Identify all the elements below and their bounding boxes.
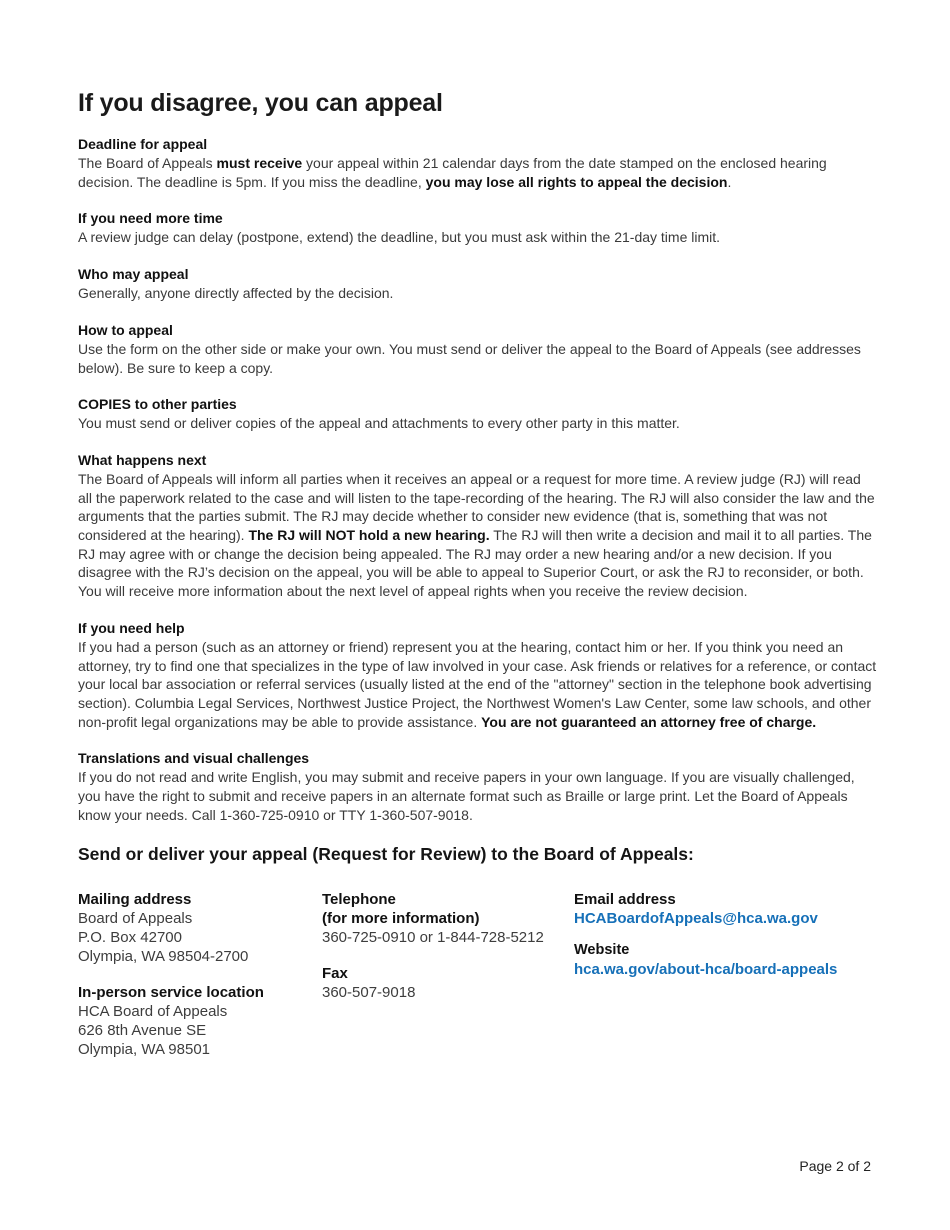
- section-heading: If you need help: [78, 619, 185, 636]
- website-link[interactable]: hca.wa.gov/about-hca/board-appeals: [574, 961, 838, 979]
- section-body: If you do not read and write English, you may submit and receive papers in your own language. If you are visually challenged, you have the right to submit and receive papers in an alternate format such as Braille or large print. Let the Board of Appeals know your needs. Call 1-360-725-0910 or TTY 1-360-507-9018.: [78, 769, 855, 823]
- email-heading: Email address: [574, 891, 676, 909]
- emphasis-text: you may lose all rights to appeal the decision: [425, 173, 728, 190]
- mailing-address-line: Board of Appeals: [78, 910, 193, 928]
- section-heading: COPIES to other parties: [78, 396, 237, 413]
- emphasis-text: The RJ will NOT hold a new hearing.: [248, 527, 490, 544]
- in-person-line: 626 8th Avenue SE: [78, 1022, 207, 1040]
- section-translations: [78, 749, 878, 824]
- section-body: The Board of Appeals will inform all parties when it receives an appeal or a request for more time. A review judge (RJ) will read all the paperwork related to the case and will listen to the tape-recording of the hearing. The RJ will also consider the law and the arguments that the parties submit. The RJ may decide whether to consider new evidence (that is, something that was not considered at the hearing). The RJ will NOT hold a new hearing. The RJ will then write a decision and mail it to all parties. The RJ may agree with or change the decision being appealed. The RJ may order a new hearing and/or a new decision. If you disagree with the RJ’s decision on the appeal, you will be able to appeal to Superior Court, or ask the RJ to reconsider, or both. You will receive more information about the next level of appeal rights when you receive the review decision.: [78, 470, 875, 600]
- address-column: [78, 890, 318, 1059]
- telephone-subheading: (for more information): [322, 910, 480, 928]
- page-title: If you disagree, you can appeal: [78, 89, 443, 117]
- section-heading: Deadline for appeal: [78, 136, 208, 152]
- section-body: The Board of Appeals must receive your appeal within 21 calendar days from the date stamped on the enclosed hearing decision. The deadline is 5pm. If you miss the deadline, you may lose all rights to appeal the decision.: [78, 155, 827, 190]
- section-heading: What happens next: [78, 451, 207, 468]
- in-person-line: Olympia, WA 98501: [78, 1041, 211, 1059]
- email-link[interactable]: HCABoardofAppeals@hca.wa.gov: [574, 910, 818, 928]
- telephone-heading: Telephone: [322, 891, 396, 909]
- emphasis-text: You are not guaranteed an attorney free of charge.: [481, 713, 817, 730]
- section-need-help: [78, 619, 878, 732]
- section-body: Use the form on the other side or make your own. You must send or deliver the appeal to the Board of Appeals (see addresses below). Be sure to keep a copy.: [78, 340, 861, 376]
- telephone-number: 360-725-0910 or 1-844-728-5212: [322, 929, 544, 947]
- mailing-address-heading: Mailing address: [78, 891, 192, 909]
- section-body: If you had a person (such as an attorney or friend) represent you at the hearing, contact him or her. If you think you need an attorney, try to find one that specializes in the type of law involved in your case. Ask friends or relatives for a reference, or contact your local bar association or referral services (usually listed at the end of the "attorney" section in the telephone book advertising section). Columbia Legal Services, Northwest Justice Project, the Northwest Women's Law Center, some law schools, and other non-profit legal organizations may be able to provide assistance. You are not guaranteed an attorney free of charge.: [78, 638, 877, 730]
- section-body: A review judge can delay (postpone, extend) the deadline, but you must ask within the 21-day time limit.: [78, 229, 721, 246]
- section-more-time: [78, 209, 878, 247]
- in-person-heading: In-person service location: [78, 984, 264, 1002]
- section-how-to-appeal: [78, 321, 878, 377]
- section-deadline: [78, 135, 878, 191]
- mailing-address-line: P.O. Box 42700: [78, 929, 182, 947]
- section-copies: [78, 395, 878, 433]
- website-heading: Website: [574, 942, 630, 959]
- section-body: Generally, anyone directly affected by the decision.: [78, 285, 394, 302]
- page-number: Page 2 of 2: [799, 1158, 871, 1174]
- online-column: [574, 890, 884, 979]
- send-heading: Send or deliver your appeal (Request for Review) to the Board of Appeals:: [78, 844, 694, 865]
- section-what-happens-next: [78, 451, 878, 601]
- fax-number: 360-507-9018: [322, 984, 416, 1002]
- mailing-address-line: Olympia, WA 98504-2700: [78, 948, 249, 966]
- appeal-sections: [78, 135, 878, 824]
- section-heading: How to appeal: [78, 321, 173, 338]
- emphasis-text: must receive: [216, 155, 303, 171]
- section-heading: If you need more time: [78, 210, 223, 227]
- section-heading: Who may appeal: [78, 266, 189, 283]
- contact-block: [78, 890, 878, 1060]
- page-content: [78, 86, 878, 1060]
- section-heading: Translations and visual challenges: [78, 750, 310, 767]
- in-person-line: HCA Board of Appeals: [78, 1003, 228, 1021]
- fax-heading: Fax: [322, 965, 348, 983]
- section-body: You must send or deliver copies of the appeal and attachments to every other party in this matter.: [78, 415, 680, 432]
- phone-column: [322, 890, 562, 1002]
- section-who-may-appeal: [78, 265, 878, 303]
